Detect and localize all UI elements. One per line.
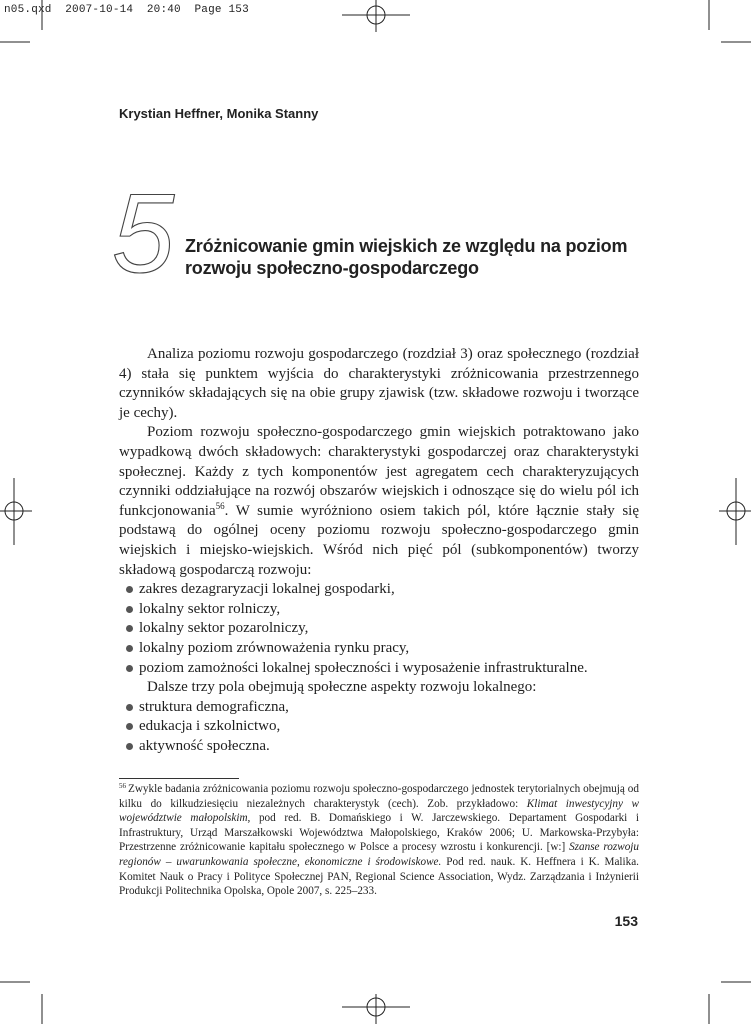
paragraph-3: Dalsze trzy pola obejmują społeczne aspekty rozwoju lokalnego: [147,679,537,696]
bullet-icon [126,704,133,711]
paragraph-2-part-1: Poziom rozwoju społeczno-gospodarczego gmin wiejskich potraktowano jako wypadkową dwóch składowych: charakterystyki gospodarczej oraz charakterystyki społecznej. Każdy z tych komponentów jest agregatem cech charakteryzujących czynniki oddziałujące na rozwój obszarów wiejskich i odnoszące się do wielu pól ich funkcjonowania [119,424,639,519]
list-item [119,737,639,757]
list-item-text: edukacja i szkolnictwo, [139,718,281,735]
list-item [119,580,639,600]
list-item-text: lokalny sektor rolniczy, [139,600,281,617]
chapter-title-line-2: rozwoju społeczno-gospodarczego [185,258,479,278]
svg-text:5: 5 [112,186,175,278]
list-item-text: lokalny sektor pozarolniczy, [139,620,309,637]
list-item-text: lokalny poziom zrównoważenia rynku pracy, [139,639,410,656]
list-item-text: struktura demograficzna, [139,698,289,715]
bullet-icon [126,606,133,613]
chapter-title [185,235,655,279]
list-item [119,659,639,679]
social-fields-list [119,698,639,757]
chapter-title-line-1: Zróżnicowanie gmin wiejskich ze względu na poziom [185,236,628,256]
registration-mark-left [0,478,32,545]
footnote-text-3: Pod red. nauk. K. Heffnera i K. Malika. Komitet Nauk o Pracy i Polityce Społecznej PAN, Regional Science Association, Wydz. Zarządzania i Inżynierii Produkcji Politechnika Opolska, Opole 2007, s. 225–233. [119,855,639,898]
footnote-reference[interactable]: 56 [215,500,225,511]
bullet-icon [126,586,133,593]
body-text [119,345,639,756]
bullet-icon [126,743,133,750]
registration-mark-right [719,478,751,545]
footnote-56 [119,782,639,899]
economic-fields-list [119,580,639,678]
chapter-number [112,186,180,278]
paragraph-2-part-2: . W sumie wyróżniono osiem takich pól, które łącznie stały się podstawą do ogólnej oceny poziomu rozwoju społeczno-gospodarczego gmin wiejskich i miejsko-wiejskich. Wśród nich pięć pól (subkomponentów) tworzy składową gospodarczą rozwoju: [119,502,639,578]
running-header-authors: Krystian Heffner, Monika Stanny [119,106,319,121]
paragraph-2 [119,423,639,580]
bullet-icon [126,625,133,632]
footnote-title-2: Szanse rozwoju regionów – uwarunkowania społeczne, ekonomiczne i środowiskowe. [119,841,639,868]
registration-mark-top [342,0,410,32]
footnote-separator [119,778,239,779]
bullet-icon [126,665,133,672]
slug-date: 2007-10-14 [65,4,134,16]
paragraph-1: Analiza poziomu rozwoju gospodarczego (rozdział 3) oraz społecznego (rozdział 4) stała się punktem wyjścia do charakterystyki zróżnicowania przestrzennego czynników składających się na obie grupy zjawisk (tzw. składowe rozwoju i tworzące je cechy). [119,346,639,421]
bullet-icon [126,645,133,652]
slug-file: n05.qxd [4,4,52,16]
list-item [119,639,639,659]
footnote-text-1: Zwykle badania zróżnicowania poziomu rozwoju społeczno-gospodarczego jednostek terytorialnych obejmują od kilku do kilkudziesięciu niezależnych charakterystyk (cech). Zob. przykładowo: [119,783,639,810]
footnote-title-1: Klimat inwestycyjny w województwie małopolskim, [119,797,639,825]
slug-time: 20:40 [146,4,181,16]
list-item [119,698,639,718]
list-item-text: poziom zamożności lokalnej społeczności i wyposażenie infrastrukturalne. [139,659,588,676]
slug-page: Page 153 [194,4,249,16]
bullet-icon [126,723,133,730]
page-number: 153 [614,913,638,929]
list-item-text: aktywność społeczna. [139,737,270,754]
list-item [119,717,639,737]
list-item-text: zakres dezagraryzacji lokalnej gospodarki, [139,581,395,598]
registration-mark-bottom [342,994,410,1024]
footnote-text-2: pod red. B. Domańskiego i W. Jarczewskiego. Departament Gospodarki i Infrastruktury, Urząd Marszałkowski Województwa Małopolskiego, Kraków 2006; U. Markowska-Przybyła: Przestrzenne zróżnicowanie kapitału społecznego w Polsce a procesy wzrostu i konkurencji. [w:] [119,812,639,854]
footnote-number: 56 [119,782,126,790]
list-item [119,619,639,639]
list-item [119,600,639,620]
